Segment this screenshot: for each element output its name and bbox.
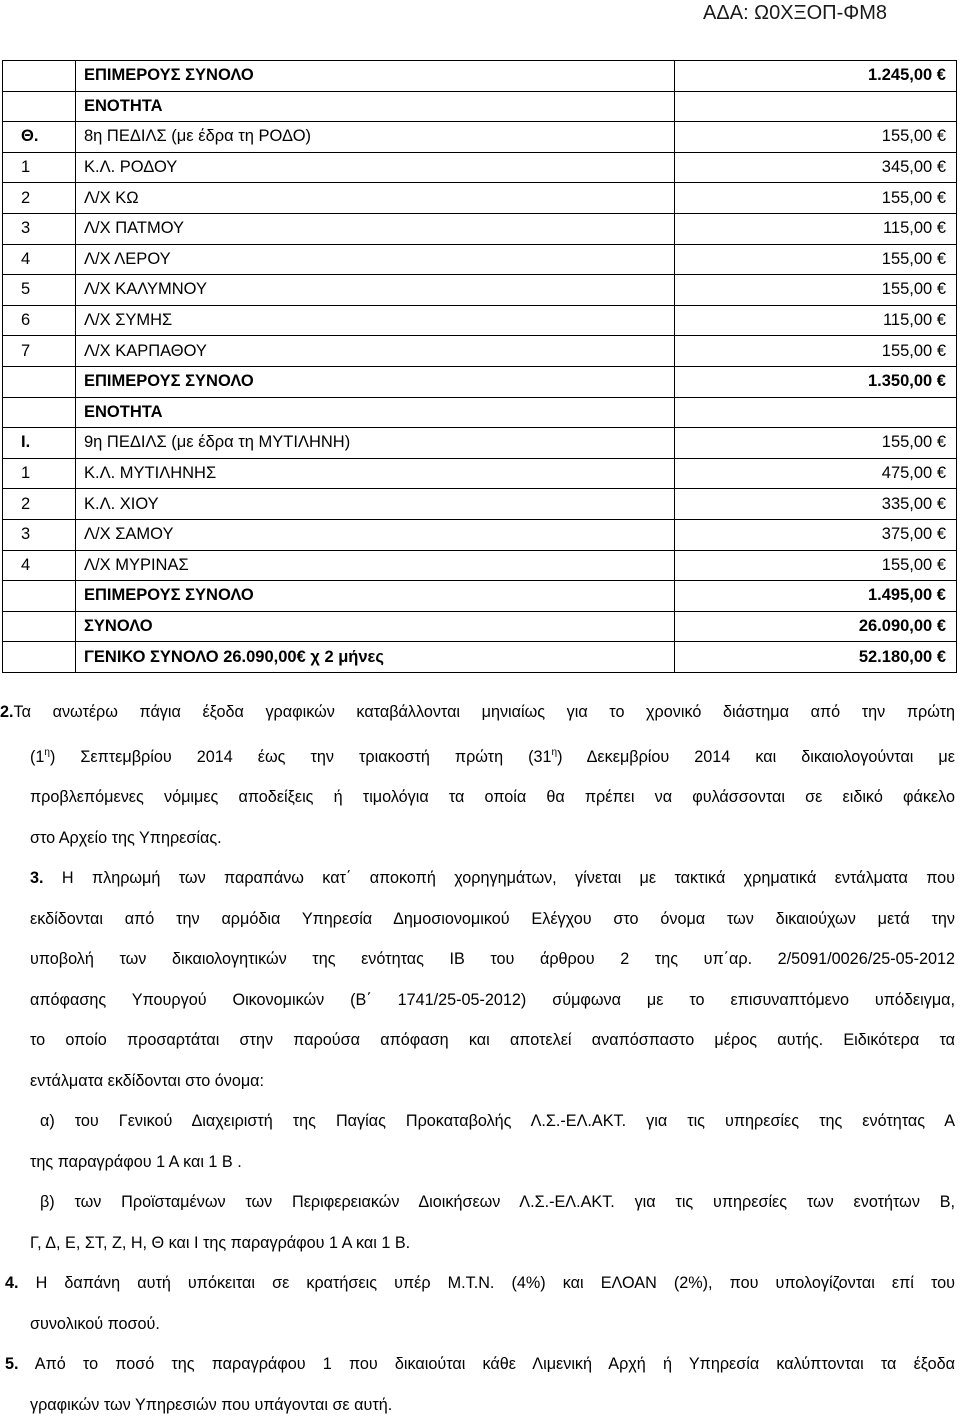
- superscript: η: [44, 747, 50, 758]
- row-label: Λ/Χ ΣΥΜΗΣ: [76, 305, 675, 336]
- paragraph-text: Η δαπάνη αυτή υπόκειται σε κρατήσεις υπέρ Μ.Τ.Ν. (4%) και ΕΛΟΑΝ (2%), που υπολογίζονται επί του: [19, 1274, 955, 1292]
- paragraph-text: ) Σεπτεμβρίου 2014 έως την τριακοστή πρώτη (31: [50, 748, 552, 766]
- table-row: [3, 397, 957, 428]
- row-index: 1: [3, 152, 76, 183]
- row-label: Λ/Χ ΣΑΜΟΥ: [76, 519, 675, 550]
- table-row: [3, 550, 957, 581]
- row-amount: 335,00 €: [675, 489, 957, 520]
- paragraph-3-line-3: υποβολή των δικαιολογητικών της ενότητας ΙΒ του άρθρου 2 της υπ΄αρ. 2/5091/0026/25-05-2012: [30, 939, 955, 980]
- row-label: ΕΠΙΜΕΡΟΥΣ ΣΥΝΟΛΟ: [76, 366, 675, 397]
- paragraph-text: (1: [30, 748, 44, 766]
- row-amount: 475,00 €: [675, 458, 957, 489]
- paragraph-number: 5.: [5, 1355, 19, 1373]
- row-amount: 155,00 €: [675, 428, 957, 459]
- ada-code: ΑΔΑ: Ω0ΧΞΟΠ-ΦΜ8: [703, 2, 887, 25]
- paragraph-3a-line-2: της παραγράφου 1 Α και 1 Β .: [30, 1142, 955, 1183]
- row-amount: 1.245,00 €: [675, 61, 957, 92]
- row-index: 4: [3, 550, 76, 581]
- row-label: Λ/Χ ΠΑΤΜΟΥ: [76, 213, 675, 244]
- paragraph-number: 4.: [5, 1274, 19, 1292]
- row-amount: 155,00 €: [675, 183, 957, 214]
- paragraph-3-line-2: εκδίδονται από την αρμόδια Υπηρεσία Δημοσιονομικού Ελέγχου στο όνομα των δικαιούχων μετά την: [30, 899, 955, 940]
- table-row: [3, 336, 957, 367]
- paragraph-3-line-5: το οποίο προσαρτάται στην παρούσα απόφαση και αποτελεί αναπόσπαστο μέρος αυτής. Ειδικότερα τα: [30, 1020, 955, 1061]
- paragraph-5-line-2: γραφικών των Υπηρεσιών που υπάγονται σε αυτή.: [30, 1385, 955, 1425]
- row-label: ΕΝΟΤΗΤΑ: [76, 397, 675, 428]
- row-index: 3: [3, 213, 76, 244]
- table-row: [3, 611, 957, 642]
- paragraph-2-line-2: [30, 733, 955, 778]
- row-amount: 1.350,00 €: [675, 366, 957, 397]
- paragraph-3b-line-2: Γ, Δ, Ε, ΣΤ, Ζ, Η, Θ και Ι της παραγράφου 1 Α και 1 Β.: [30, 1223, 955, 1264]
- row-amount: 155,00 €: [675, 244, 957, 275]
- table-row: [3, 275, 957, 306]
- table-row: [3, 489, 957, 520]
- table-row: [3, 61, 957, 92]
- row-index: [3, 611, 76, 642]
- row-label: Λ/Χ ΚΑΡΠΑΘΟΥ: [76, 336, 675, 367]
- row-index: 3: [3, 519, 76, 550]
- row-amount: [675, 91, 957, 122]
- paragraph-number: 3.: [30, 869, 44, 887]
- table-row: [3, 122, 957, 153]
- expenses-table: [2, 60, 957, 673]
- row-amount: 345,00 €: [675, 152, 957, 183]
- paragraph-text: Η πληρωμή των παραπάνω κατ΄ αποκοπή χορηγημάτων, γίνεται με τακτικά χρηματικά εντάλματα που: [44, 869, 955, 887]
- table-row: [3, 244, 957, 275]
- table-row: [3, 366, 957, 397]
- row-amount: 155,00 €: [675, 550, 957, 581]
- table-row: [3, 91, 957, 122]
- row-label: Κ.Λ. ΜΥΤΙΛΗΝΗΣ: [76, 458, 675, 489]
- table-row: [3, 458, 957, 489]
- row-index: Θ.: [3, 122, 76, 153]
- row-label: ΕΠΙΜΕΡΟΥΣ ΣΥΝΟΛΟ: [76, 581, 675, 612]
- row-index: 7: [3, 336, 76, 367]
- row-label: Λ/Χ ΚΩ: [76, 183, 675, 214]
- paragraph-5-line-1: [5, 1344, 955, 1385]
- row-label: Κ.Λ. ΡΟΔΟΥ: [76, 152, 675, 183]
- row-index: Ι.: [3, 428, 76, 459]
- row-amount: 375,00 €: [675, 519, 957, 550]
- row-index: 5: [3, 275, 76, 306]
- row-index: 1: [3, 458, 76, 489]
- row-index: [3, 61, 76, 92]
- row-label: Κ.Λ. ΧΙΟΥ: [76, 489, 675, 520]
- expenses-table-body: [3, 61, 957, 673]
- row-label: ΣΥΝΟΛΟ: [76, 611, 675, 642]
- superscript: η: [552, 747, 558, 758]
- table-row: [3, 519, 957, 550]
- row-index: 2: [3, 183, 76, 214]
- row-label: Λ/Χ ΛΕΡΟΥ: [76, 244, 675, 275]
- row-index: 2: [3, 489, 76, 520]
- row-label: 8η ΠΕΔΙΛΣ (με έδρα τη ΡΟΔΟ): [76, 122, 675, 153]
- table-row: [3, 642, 957, 673]
- row-amount: 1.495,00 €: [675, 581, 957, 612]
- table-row: [3, 581, 957, 612]
- paragraph-3-line-6: εντάλματα εκδίδονται στο όνομα:: [30, 1061, 955, 1102]
- row-label: ΕΠΙΜΕΡΟΥΣ ΣΥΝΟΛΟ: [76, 61, 675, 92]
- table-row: [3, 428, 957, 459]
- row-index: 4: [3, 244, 76, 275]
- row-index: [3, 366, 76, 397]
- row-index: [3, 581, 76, 612]
- row-index: [3, 397, 76, 428]
- row-amount: 115,00 €: [675, 213, 957, 244]
- table-row: [3, 152, 957, 183]
- row-index: 6: [3, 305, 76, 336]
- row-label: Λ/Χ ΜΥΡΙΝΑΣ: [76, 550, 675, 581]
- document-body: [30, 692, 955, 1425]
- table-row: [3, 305, 957, 336]
- row-amount: 155,00 €: [675, 336, 957, 367]
- row-label: ΓΕΝΙΚΟ ΣΥΝΟΛΟ 26.090,00€ χ 2 μήνες: [76, 642, 675, 673]
- paragraph-text: ) Δεκεμβρίου 2014 και δικαιολογούνται με: [557, 748, 955, 766]
- row-index: [3, 91, 76, 122]
- row-label: ΕΝΟΤΗΤΑ: [76, 91, 675, 122]
- row-amount: [675, 397, 957, 428]
- paragraph-text: Από το ποσό της παραγράφου 1 που δικαιούται κάθε Λιμενική Αρχή ή Υπηρεσία καλύπτονται τα έξοδα: [19, 1355, 955, 1373]
- paragraph-3b-line-1: β) των Προϊσταμένων των Περιφερειακών Διοικήσεων Λ.Σ.-ΕΛ.ΑΚΤ. για τις υπηρεσίες των ενοτήτων Β,: [30, 1182, 955, 1223]
- row-amount: 155,00 €: [675, 275, 957, 306]
- row-amount: 115,00 €: [675, 305, 957, 336]
- paragraph-4-line-1: [5, 1263, 955, 1304]
- paragraph-2-line-4: στο Αρχείο της Υπηρεσίας.: [30, 818, 955, 859]
- paragraph-2-line-3: προβλεπόμενες νόμιμες αποδείξεις ή τιμολόγια τα οποία θα πρέπει να φυλάσσονται σε ειδικό φάκελο: [30, 777, 955, 818]
- row-amount: 155,00 €: [675, 122, 957, 153]
- row-label: 9η ΠΕΔΙΛΣ (με έδρα τη ΜΥΤΙΛΗΝΗ): [76, 428, 675, 459]
- table-row: [3, 183, 957, 214]
- paragraph-text: Τα ανωτέρω πάγια έξοδα γραφικών καταβάλλονται μηνιαίως για το χρονικό διάστημα από την πρώτη: [14, 703, 955, 721]
- paragraph-3-line-1: [30, 858, 955, 899]
- row-amount: 26.090,00 €: [675, 611, 957, 642]
- paragraph-number: 2.: [0, 703, 14, 721]
- paragraph-4-line-2: συνολικού ποσού.: [30, 1304, 955, 1345]
- paragraph-3a-line-1: α) του Γενικού Διαχειριστή της Παγίας Προκαταβολής Λ.Σ.-ΕΛ.ΑΚΤ. για τις υπηρεσίες της ενότητας Α: [30, 1101, 955, 1142]
- row-label: Λ/Χ ΚΑΛΥΜΝΟΥ: [76, 275, 675, 306]
- table-row: [3, 213, 957, 244]
- row-index: [3, 642, 76, 673]
- paragraph-2-line-1: [0, 692, 955, 733]
- row-amount: 52.180,00 €: [675, 642, 957, 673]
- paragraph-3-line-4: απόφασης Υπουργού Οικονομικών (Β΄ 1741/25-05-2012) σύμφωνα με το επισυναπτόμενο υπόδειγμα,: [30, 980, 955, 1021]
